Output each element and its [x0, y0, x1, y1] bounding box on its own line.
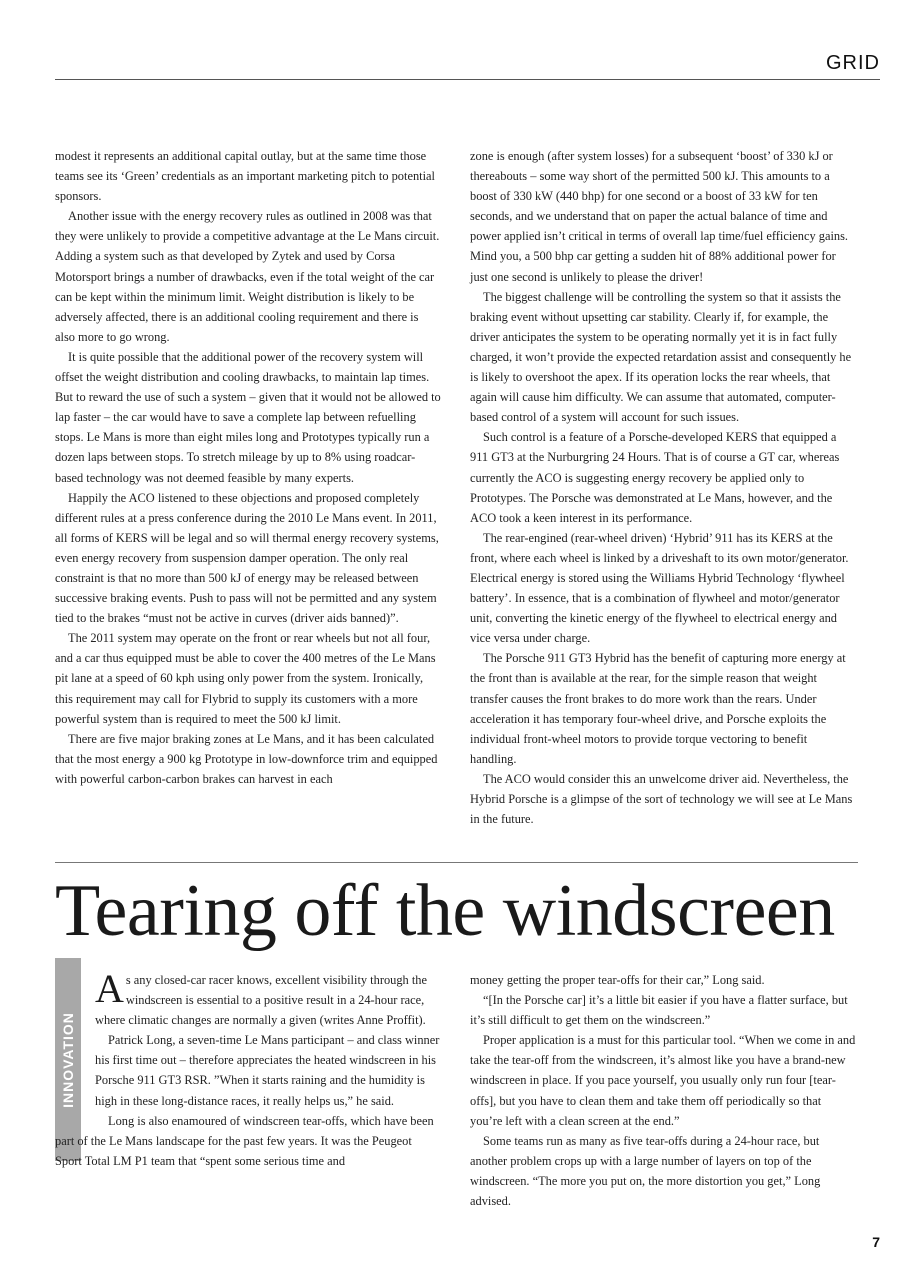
paragraph: It is quite possible that the additional power of the recovery system will offset the weight distribution and cooling drawbacks, to maintain lap times. But to reward the use of such a system – given that it would not be allowed to lap faster – the car would have to save a complete lap between refuelling stops. Le Mans is more than eight miles long and Prototypes typically run a dozen laps between stops. To stretch mileage by up to 8% using roadcar-based technology was not deemed feasible by many experts. [55, 349, 441, 485]
section-divider [55, 862, 858, 863]
category-label: INNOVATION [60, 1011, 76, 1108]
paragraph: The Porsche 911 GT3 Hybrid has the benefit of capturing more energy at the front than is available at the rear, for the simple reason that weight transfer causes the front brakes to do more work than the rears. Under acceleration it has temporary four-wheel drive, and Porsche exploits the individual front-wheel motors to provide torque vectoring to benefit handling. [470, 651, 846, 766]
paragraph: zone is enough (after system losses) for a subsequent ‘boost’ of 330 kJ or thereabouts – some way short of the permitted 500 kJ. This amounts to a boost of 330 kW (440 bhp) for one second or a boost of 33 kW for ten seconds, and we understand that on paper the actual balance of time and power applied isn’t critical in terms of overall lap time/fuel efficiency gains. Mind you, a 500 bhp car getting a sudden hit of 88% additional power for just one second is unlikely to please the driver! [470, 149, 849, 284]
paragraph: Long is also enamoured of windscreen tear-offs, which have been part of the Le Mans landscape for the past few years. It was the Peugeot Sport Total LM P1 team that “spent some serious time and [55, 1113, 434, 1168]
indented-block [95, 966, 441, 1111]
paragraph: The rear-engined (rear-wheel driven) ‘Hybrid’ 911 has its KERS at the front, where each wheel is linked by a driveshaft to its own motor/generator. Electrical energy is stored using the Williams Hybrid Technology ‘flywheel battery’. In essence, that is a combination of flywheel and motor/generator unit, converting the kinetic energy of the flywheel to electrical energy and vice versa under charge. [470, 530, 849, 646]
page-number: 7 [872, 1234, 880, 1250]
paragraph: Patrick Long, a seven-time Le Mans participant – and class winner his first time out – therefore appreciates the heated windscreen in his Porsche 911 GT3 RSR. ”When it starts raining and the humidity is high in these long-distance races, it really helps us,” he said. [95, 1033, 440, 1108]
paragraph: Proper application is a must for this particular tool. “When we come in and take the tear-off from the windscreen, it’s almost like you have a brand-new windscreen in place. If you pace yourself, you usually only run four [tear-offs], but you have to clean them and take them off periodically so that you’re left with a clean screen at the end.” [470, 1033, 856, 1128]
drop-cap: A [95, 966, 124, 1011]
feature-headline: Tearing off the windscreen [55, 870, 835, 952]
paragraph: There are five major braking zones at Le Mans, and it has been calculated that the most energy a 900 kg Prototype in low-downforce trim and equipped with powerful carbon-carbon brakes can harvest in each [55, 731, 438, 786]
paragraph: The ACO would consider this an unwelcome driver aid. Nevertheless, the Hybrid Porsche is a glimpse of the sort of technology we will see at Le Mans in the future. [470, 771, 853, 827]
upper-left-column [55, 146, 441, 789]
upper-right-column [470, 146, 856, 829]
header-rule [55, 79, 880, 80]
paragraph: “[In the Porsche car] it’s a little bit easier if you have a flatter surface, but it’s still difficult to get them on the windscreen.” [470, 993, 848, 1028]
paragraph: Another issue with the energy recovery rules as outlined in 2008 was that they were unlikely to provide a competitive advantage at the Le Mans circuit. Adding a system such as that developed by Zytek and used by Corsa Motorsport brings a number of drawbacks, even if the total weight of the car can be kept within the minimum limit. Weight distribution is likely to be adversely affected, there is an additional cooling requirement and there is also more to go wrong. [55, 209, 440, 344]
paragraph: The 2011 system may operate on the front or rear wheels but not all four, and a car thus equipped must be able to cover the 400 metres of the Le Mans pit lane at a speed of 60 kph using only power from the system. Ironically, this requirement may call for Flybrid to supply its customers with a more powerful system than is required to meet the 500 kJ limit. [55, 631, 436, 726]
feature-right-column [470, 970, 856, 1211]
lead-paragraph: As any closed-car racer knows, excellent visibility through the windscreen is essential to a positive result in a 24-hour race, where climatic changes are normally a given (writes Anne Proffit). [95, 966, 427, 1028]
paragraph: modest it represents an additional capital outlay, but at the same time those teams see its ‘Green’ credentials as an important marketing pitch to potential sponsors. [55, 149, 435, 204]
section-title: GRID [826, 52, 880, 74]
paragraph: Some teams run as many as five tear-offs during a 24-hour race, but another problem crops up with a large number of layers on top of the windscreen. “The more you put on, the more distortion you get,” Long advised. [470, 1133, 821, 1209]
paragraph: The biggest challenge will be controlling the system so that it assists the braking event without upsetting car stability. Clearly if, for example, the driver anticipates the system to be operating normally yet it is in fact fully charged, it won’t provide the expected retardation assist and consequently he is likely to overshoot the apex. If its operation locks the rear wheels, that again will cause him difficulty. We can assume that automated, computer-based control of a system will account for such issues. [470, 289, 852, 425]
paragraph: Such control is a feature of a Porsche-developed KERS that equipped a 911 GT3 at the Nurburgring 24 Hours. That is of course a GT car, whereas currently the ACO is suggesting energy recovery be applied only to Prototypes. The Porsche was demonstrated at Le Mans, however, and the ACO took a keen interest in its performance. [470, 430, 840, 525]
paragraph: money getting the proper tear-offs for their car,” Long said. [470, 973, 765, 987]
paragraph: Happily the ACO listened to these objections and proposed completely different rules at a press conference during the 2010 Le Mans event. In 2011, all forms of KERS will be legal and so will thermal energy recovery systems, even energy recovery from suspension damper operation. The only real constraint is that no more than 500 kJ of energy may be released between successive braking events. Push to pass will not be permitted and any system tied to the brakes “must not be active in curves (driver aids banned)”. [55, 490, 439, 626]
feature-left-column [55, 966, 441, 1171]
